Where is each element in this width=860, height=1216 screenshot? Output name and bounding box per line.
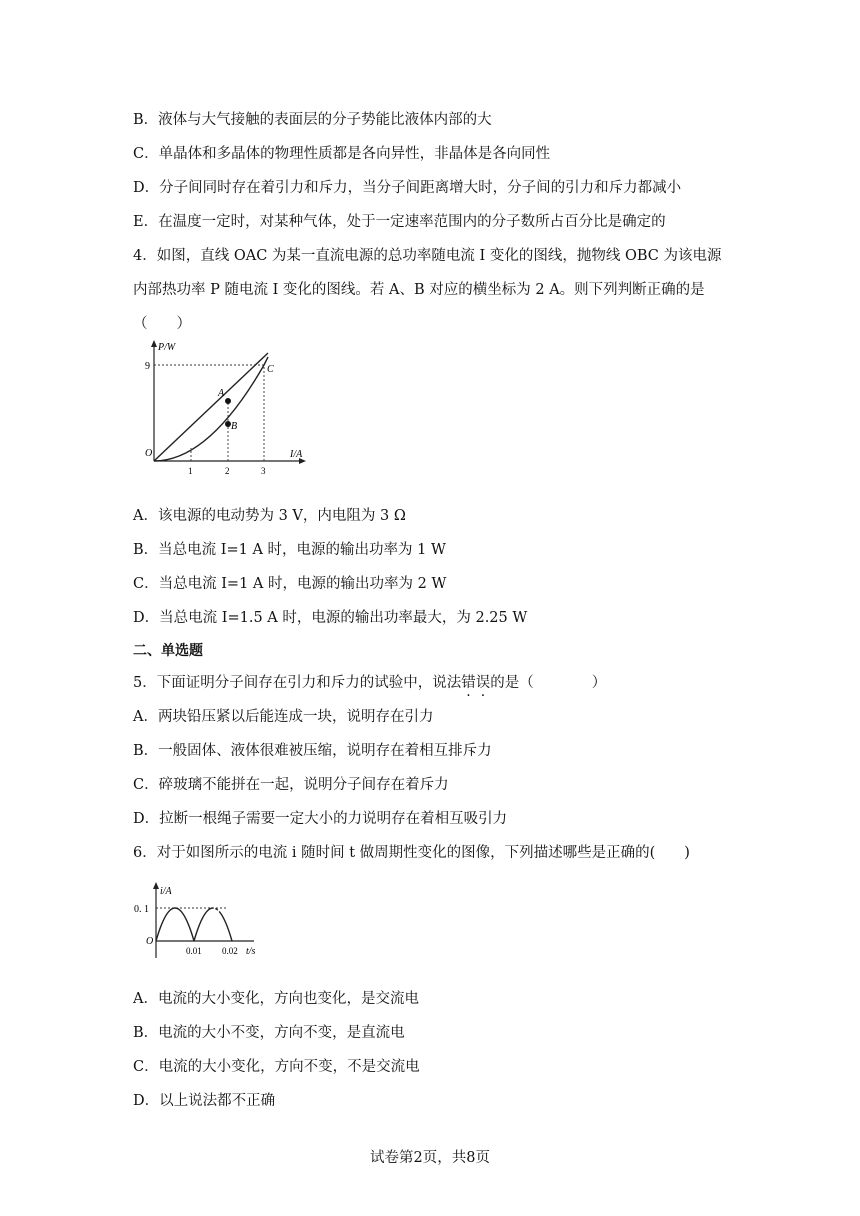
current-time-graph: [134, 880, 266, 964]
power-current-graph: [140, 338, 310, 476]
x-tick-3: 3: [261, 466, 266, 476]
wave-hump-2: [194, 908, 232, 941]
x-tick-1: 1: [188, 466, 193, 476]
y-tick-9: 9: [145, 361, 150, 372]
q4-option-A: A．该电源的电动势为 3 V，内电阻为 3 Ω: [133, 508, 406, 524]
label-A: A: [218, 388, 225, 399]
q6-option-A: A．电流的大小变化，方向也变化，是交流电: [133, 991, 419, 1007]
q5-stem: [133, 673, 606, 693]
q4-option-C: C．当总电流 I=1 A 时，电源的输出功率为 2 W: [133, 576, 447, 592]
q4-stem-line1: 4．如图，直线 OAC 为某一直流电源的总功率随电流 I 变化的图线，抛物线 OBC 为该电源: [133, 248, 722, 264]
point-A: [225, 398, 231, 404]
q5-stem-post: 的是（ ）: [490, 675, 607, 691]
q5-emphasis-1: 错: [461, 675, 476, 691]
q5-option-B: B．一般固体、液体很难被压缩，说明存在着相互排斥力: [133, 743, 492, 759]
q5-option-C: C．碎玻璃不能拼在一起，说明分子间存在着斥力: [133, 777, 449, 793]
y-axis-label: P/W: [158, 342, 176, 353]
y-axis-label: i/A: [160, 886, 172, 897]
line-q3-E: E．在温度一定时，对某种气体，处于一定速率范围内的分子数所占百分比是确定的: [133, 214, 666, 230]
wave-hump-1: [156, 908, 194, 941]
x-tick-2: 2: [225, 466, 230, 476]
y-arrow: [153, 882, 159, 889]
q5-option-A: A．两块铅压紧以后能连成一块，说明存在引力: [133, 709, 434, 725]
q4-option-D: D．当总电流 I=1.5 A 时，电源的输出功率最大，为 2.25 W: [133, 610, 528, 626]
line-q3-C: C．单晶体和多晶体的物理性质都是各向异性，非晶体是各向同性: [133, 146, 551, 162]
page-footer: 试卷第2页，共8页: [370, 1150, 490, 1166]
line-q3-B: B．液体与大气接触的表面层的分子势能比液体内部的大: [133, 112, 492, 128]
x-tick-0.02: 0.02: [222, 946, 238, 956]
y-tick-0.1: 0. 1: [134, 904, 149, 915]
origin-label: O: [146, 936, 154, 947]
q4-answer-bracket: （ ）: [133, 316, 191, 332]
q6-option-C: C．电流的大小变化，方向不变，不是交流电: [133, 1059, 420, 1075]
label-C: C: [267, 364, 274, 375]
q5-emphasis-2: 误: [475, 675, 491, 691]
x-axis-label: t/s: [246, 946, 256, 957]
q6-stem: 6．对于如图所示的电流 i 随时间 t 做周期性变化的图像，下列描述哪些是正确的( ): [133, 845, 690, 861]
q4-option-B: B．当总电流 I=1 A 时，电源的输出功率为 1 W: [133, 542, 446, 558]
q5-stem-pre: 5．下面证明分子间存在引力和斥力的试验中，说法: [133, 675, 462, 691]
origin-label: O: [145, 448, 153, 459]
x-tick-0.01: 0.01: [186, 946, 202, 956]
section-heading: 二、单选题: [133, 643, 203, 659]
line-OAC: [154, 353, 268, 461]
x-axis-label: I/A: [290, 449, 303, 460]
y-arrow: [151, 340, 157, 347]
line-q3-D: D．分子间同时存在着引力和斥力，当分子间距离增大时，分子间的引力和斥力都减小: [133, 180, 682, 196]
q6-option-B: B．电流的大小不变，方向不变，是直流电: [133, 1025, 405, 1041]
q4-stem-line2: 内部热功率 P 随电流 I 变化的图线。若 A、B 对应的横坐标为 2 A。则下列判断正确的是: [133, 282, 705, 298]
q6-option-D: D．以上说法都不正确: [133, 1093, 276, 1109]
label-B: B: [231, 421, 238, 432]
q5-option-D: D．拉断一根绳子需要一定大小的力说明存在着相互吸引力: [133, 811, 508, 827]
